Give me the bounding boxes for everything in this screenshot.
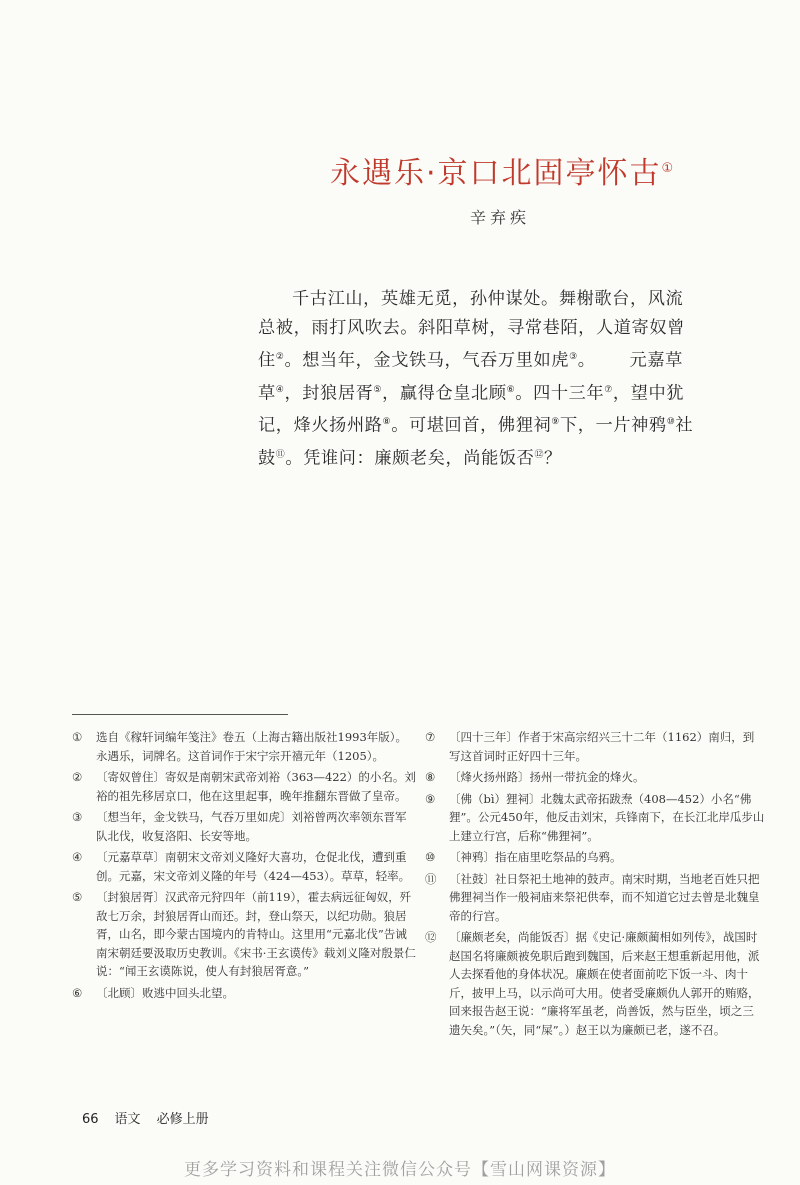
note-ref-2[interactable]: ②: [275, 352, 285, 362]
footnote-item: ⑦ 〔四十三年〕作者于宋高宗绍兴三十二年（1162）南归，到写这首词时正好四十三年。: [425, 730, 755, 763]
note-ref-3[interactable]: ③: [569, 352, 578, 362]
note-ref-11[interactable]: ⑪: [275, 450, 286, 461]
page-number: 66: [82, 1112, 99, 1127]
subject-label: 语文: [114, 1112, 141, 1127]
footnotes-right-column: [425, 728, 765, 1042]
footnote-item: ③ 〔想当年，金戈铁马，气吞万里如虎〕刘裕曾两次率领东晋军队北伐，收复洛阳、长安等地。: [72, 810, 407, 843]
watermark-text: 更多学习资料和课程关注微信公众号【雪山网课资源】: [184, 1160, 616, 1180]
note-ref-9[interactable]: ⑨: [551, 417, 560, 428]
footnote-item: ⑩ 〔神鸦〕指在庙里吃祭品的乌鸦。: [425, 850, 622, 864]
footnote-item: ⑪ 〔社鼓〕社日祭祀土地神的鼓声。南宋时期，当地老百姓只把佛狸祠当作一般祠庙来祭祀供奉，而不知道它过去曾是北魏皇帝的行宫。: [425, 871, 760, 923]
note-ref-12[interactable]: ⑫: [534, 450, 545, 461]
footnote-item: ⑨ 〔佛（bì）狸祠〕北魏太武帝拓跋焘（408—452）小名“佛狸”。公元450年，他反击刘宋，兵锋南下，在长江北岸瓜步山上建立行宫，后称“佛狸祠”。: [425, 791, 765, 843]
volume-label: 必修上册: [156, 1112, 209, 1127]
poem-author: 辛弃疾: [470, 208, 531, 227]
footnote-item: ⑧ 〔烽火扬州路〕扬州一带抗金的烽火。: [425, 770, 645, 784]
note-ref-6[interactable]: ⑥: [506, 384, 516, 395]
footnote-divider: [72, 714, 288, 715]
note-ref-4[interactable]: ④: [275, 384, 285, 395]
note-ref-5[interactable]: ⑤: [373, 384, 383, 395]
poem-title: [330, 148, 675, 192]
page-footer: [82, 1108, 225, 1127]
note-ref-8[interactable]: ⑧: [382, 417, 392, 428]
poem-body: 千古江山，英雄无觅，孙仲谋处。舞榭歌台，风流总被，雨打风吹去。斜阳草树，寻常巷陌，人道寄奴曾住②。想当年，金戈铁马，气吞万里如虎③。 元嘉草草④，封狼居胥⑤，赢得仓皇北顾⑥。四十三年⑦，望中犹记，烽火扬州路⑧。可堪回首，佛狸祠⑨下，一片神鸦⑩社鼓⑪。凭谁问：廉颇老矣，尚能饭否⑫？: [258, 289, 694, 469]
note-ref-7[interactable]: ⑦: [604, 384, 613, 395]
footnote-item: ② 〔寄奴曾住〕寄奴是南朝宋武帝刘裕（363—422）的小名。刘裕的祖先移居京口，他在这里起事，晚年推翻东晋做了皇帝。: [72, 770, 416, 803]
footnote-item: ⑥ 〔北顾〕败逃中回头北望。: [72, 985, 234, 1000]
poem-title-text: 永遇乐·京口北固亭怀古: [330, 156, 662, 191]
footnotes-left-column: [72, 728, 417, 1005]
title-note-mark[interactable]: ①: [661, 161, 676, 176]
note-ref-10[interactable]: ⑩: [666, 417, 676, 428]
footnote-item: ⑫ 〔廉颇老矣，尚能饭否〕据《史记·廉颇蔺相如列传》，战国时赵国名将廉颇被免职后跑到魏国，后来赵王想重新起用他，派人去探看他的身体状况。廉颇在使者面前吃下饭一斗、肉十斤，披甲上马，以示尚可大用。使者受廉颇仇人郭开的贿赂，回来报告赵王说：“廉将军虽老，尚善饭，然与臣坐，顷之三遗矢矣。”（矢，同“屎”。）赵王以为廉颇已老，遂不召。: [425, 930, 760, 1037]
footnote-item: ④ 〔元嘉草草〕南朝宋文帝刘义隆好大喜功，仓促北伐，遭到重创。元嘉，宋文帝刘义隆的年号（424—453）。草草，轻率。: [72, 850, 411, 883]
footnote-item: ⑤ 〔封狼居胥〕汉武帝元狩四年（前119），霍去病远征匈奴，歼敌七万余，封狼居胥山而还。封，登山祭天，以纪功勋。狼居胥，山名，即今蒙古国境内的肯特山。这里用“元嘉北伐”告诫南宋朝廷要汲取历史教训。《宋书·王玄谟传》载刘义隆对殷景仁说：“闻王玄谟陈说，使人有封狼居胥意。”: [72, 890, 416, 978]
footnote-item: ① 选自《稼轩词编年笺注》卷五（上海古籍出版社1993年版）。永遇乐，词牌名。这首词作于宋宁宗开禧元年（1205）。: [72, 730, 408, 763]
